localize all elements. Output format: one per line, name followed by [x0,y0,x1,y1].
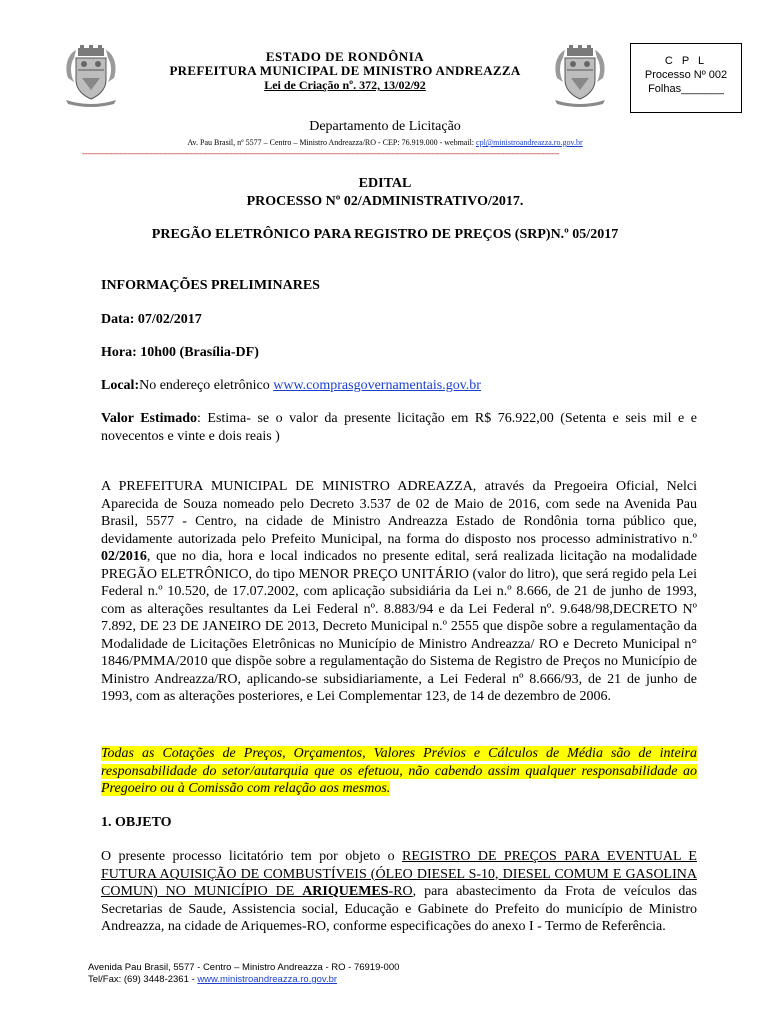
time-line: Hora: 10h00 (Brasília-DF) [101,345,259,360]
local-line [101,377,697,395]
local-text: No endereço eletrônico [139,378,274,393]
preliminary-heading: INFORMAÇÕES PRELIMINARES [101,278,320,293]
cpl-title: C P L [664,55,708,67]
footer-phone: Tel/Fax: (69) 3448-2361 - [88,974,198,985]
intro-paragraph [101,478,697,706]
pregao-title: PREGÃO ELETRÔNICO PARA REGISTRO DE PREÇOS (SRP)N.º 05/2017 [151,227,619,242]
creation-law: Lei de Criação nº. 372, 13/02/92 [264,78,426,92]
section-1-title: 1. OBJETO [101,815,172,830]
object-state: -RO [388,884,413,899]
edital-title: EDITAL [358,176,412,191]
website-link[interactable]: www.ministroandreazza.ro.gov.br [197,974,338,985]
coat-of-arms-icon [551,44,609,108]
object-text-b: , para abastecimento da Frota de veículos das Secretarias de Saude, Assistencia social, Educação e Gabinete do Prefeito do município de Ministro Andreazza, na cidade de Ariquemes-RO, conforme especificações do anexo I - Termo de Referência. [101,884,697,934]
cpl-stamp-box [630,43,742,113]
process-title: PROCESSO Nº 02/ADMINISTRATIVO/2017. [246,194,524,209]
department-title: Departamento de Licitação [309,119,461,134]
state-name: ESTADO DE RONDÔNIA [265,49,425,64]
prefecture-name: PREFEITURA MUNICIPAL DE MINISTRO ANDREAZZA [169,63,521,78]
email-link[interactable]: cpl@ministroandreazza.ro.gov.br [476,138,583,147]
responsibility-notice: Todas as Cotações de Preços, Orçamentos, Valores Prévios e Cálculos de Média são de inteira responsabilidade do setor/autarquia que os efetuou, não cabendo assim qualquer responsabilidade ao Pregoeiro ou à Comissão com relação aos mesmos. [101,746,697,796]
page-footer [88,962,399,986]
local-label: Local: [101,378,140,393]
intro-text-a: A PREFEITURA MUNICIPAL DE MINISTRO ADREAZZA, através da Pregoeira Oficial, Nelci Aparecida de Souza nomeado pelo Decreto 3.537 de 02 de Maio de 2016, com sede na Avenida Pau Brasil, 5577 - Centro, na cidade de Ministro Andreazza Estado de Rondônia torna público que, devidamente autorizada pelo Prefeito Municipal, na forma do disposto nos processo administrativo n.º [101,479,697,547]
object-text-a: O presente processo licitatório tem por objeto o [101,849,402,864]
date-line: Data: 07/02/2017 [101,312,202,327]
intro-text-b: , que no dia, hora e local indicados no presente edital, será realizada licitação na modalidade PREGÃO ELETRÔNICO, do tipo MENOR PREÇO UNITÁRIO (valor do litro), que será regido pela Lei Federal n.º 10.520, de 17.07.2002, com aplicação subsidiária da Lei n.º 8.666, de 21 de junho de 1993, com as alterações resultantes da Lei Federal nº. 8.883/94 e da Lei Federal nº. 9.648/98,DECRETO Nº 7.892, DE 23 DE JANEIRO DE 2013, Decreto Municipal n.º 2555 que dispõe sobre a regulamentação da Modalidade de Licitações Eletrônicas no Município de Ministro Andreazza/ RO e Decreto Municipal n° 1846/PMMA/2010 que dispõe sobre a regulamentação do Sistema de Registro de Preços no Município de Ministro Andreazza/RO, aplicando-se subsidiariamente, a Lei Federal nº 8.666/93, de 21 de junho de 1993, com as alterações posteriores, e Lei Complementar 123, de 14 de dezembro de 2006. [101,549,697,704]
value-text: : Estima- se o valor da presente licitação em R$ 76.922,00 (Setenta e seis mil e e novecentos e vinte e dois reais ) [101,411,697,444]
letterhead [140,50,550,92]
coat-of-arms-icon [62,44,120,108]
estimated-value [101,410,697,445]
object-city: ARIQUEMES [302,884,389,899]
compras-link[interactable]: www.comprasgovernamentais.gov.br [273,378,481,393]
notice-paragraph [101,745,697,798]
object-paragraph [101,848,697,936]
cpl-sheets: Folhas_______ [648,83,724,95]
separator-line: ----------------------------------------------------------------------------------------------------------------------------------------------------------------------------------------------- [82,149,559,158]
address-text: Av. Pau Brasil, nº 5577 – Centro – Ministro Andreazza/RO - CEP: 76.919.000 - webmail: [187,138,477,147]
value-label: Valor Estimado [101,411,197,426]
address-line [0,138,770,147]
cpl-process: Processo Nº 002 [644,69,728,81]
process-number: 02/2016 [101,549,147,564]
footer-contact [88,974,399,986]
footer-address: Avenida Pau Brasil, 5577 - Centro – Ministro Andreazza - RO - 76919-000 [88,962,400,973]
object-registration: REGISTRO DE PREÇOS PARA EVENTUAL E FUTURA AQUISIÇÃO DE COMBUSTÍVEIS (ÓLEO DIESEL S-10, DIESEL COMUM E GASOLINA COMUN) NO MUNICÍPIO DE [101,849,697,899]
